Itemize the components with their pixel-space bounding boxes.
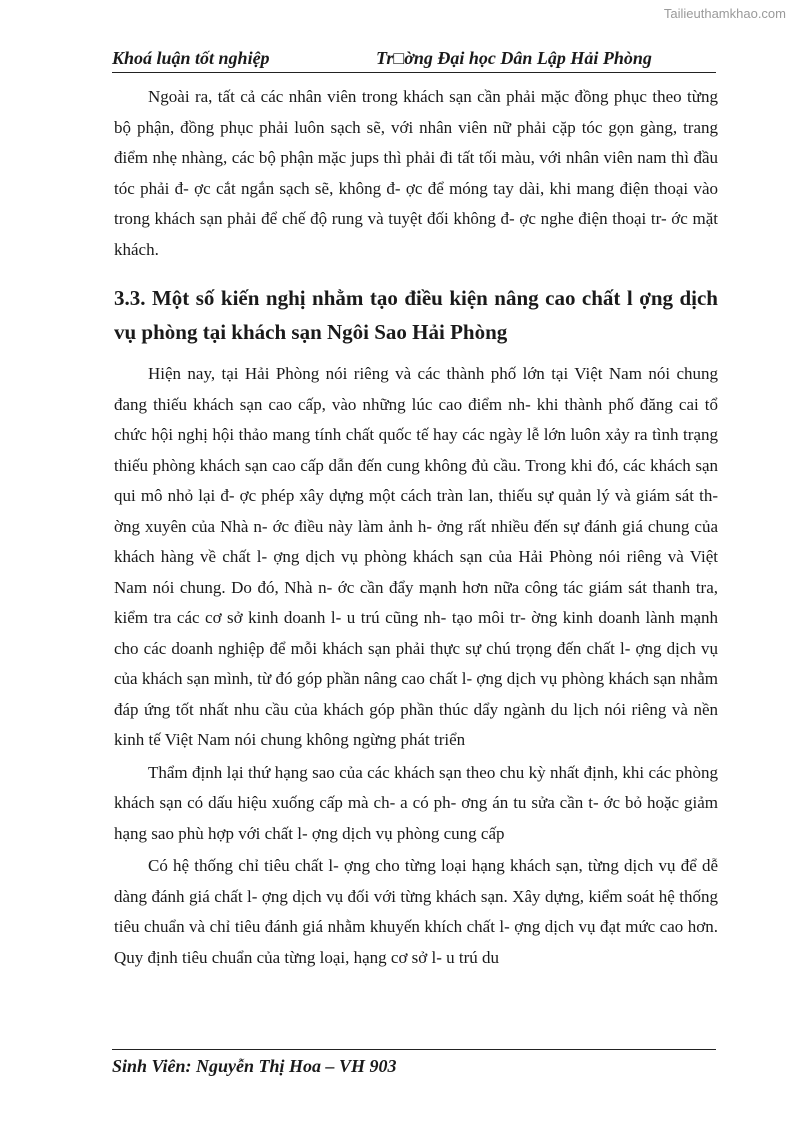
page-header	[112, 46, 716, 73]
paragraph-uniform: Ngoài ra, tất cả các nhân viên trong khách sạn cần phải mặc đồng phục theo từng bộ phận, đồng phục phải luôn sạch sẽ, với nhân viên nữ phải cặp tóc gọn gàng, trang điểm nhẹ nhàng, các bộ phận mặc jups thì phải đi tất tối màu, với nhân viên nam thì đầu tóc phải đ- ợc cắt ngắn sạch sẽ, không đ- ợc để móng tay dài, khi mang điện thoại vào trong khách sạn phải để chế độ rung và tuyệt đối không đ- ợc nghe điện thoại tr- ớc mặt khách.	[114, 87, 718, 259]
paragraph-current-state: Hiện nay, tại Hải Phòng nói riêng và các thành phố lớn tại Việt Nam nói chung đang thiếu khách sạn cao cấp, vào những lúc cao điểm nh- khi thành phố đăng cai tổ chức hội nghị hội thảo mang tính chất quốc tế hay các ngày lễ lớn luôn xảy ra tình trạng thiếu phòng khách sạn cao cấp dẫn đến cung không đủ cầu. Trong khi đó, các khách sạn qui mô nhỏ lại đ- ợc phép xây dựng một cách tràn lan, thiếu sự quản lý và giám sát th- ờng xuyên của Nhà n- ớc điều này làm ảnh h- ởng rất nhiều đến sự đánh giá chung của khách hàng về chất l- ợng dịch vụ phòng khách sạn của Hải Phòng nói riêng và Việt Nam nói chung. Do đó, Nhà n- ớc cần đẩy mạnh hơn nữa công tác giám sát thanh tra, kiểm tra các cơ sở kinh doanh l- u trú cũng nh- tạo môi tr- ờng kinh doanh lành mạnh cho các doanh nghiệp để mỗi khách sạn phải thực sự chú trọng đến chất l- ợng dịch vụ của khách sạn mình, từ đó góp phần nâng cao chất l- ợng dịch vụ phòng khách sạn nhằm đáp ứng tốt nhất nhu cầu của khách góp phần thúc dẩy ngành du lịch nói riêng và nền kinh tế Việt Nam nói chung không ngừng phát triển	[114, 364, 718, 749]
page-footer: Sinh Viên: Nguyễn Thị Hoa – VH 903	[112, 1056, 397, 1076]
footer-divider	[112, 1049, 716, 1050]
paragraph-star-rating: Thẩm định lại thứ hạng sao của các khách sạn theo chu kỳ nhất định, khi các phòng khách sạn có dấu hiệu xuống cấp mà ch- a có ph- ơng án tu sửa cần t- ớc bỏ hoặc giảm hạng sao phù hợp với chất l- ợng dịch vụ phòng cung cấp	[114, 762, 718, 843]
section-heading: 3.3. Một số kiến nghị nhằm tạo điều kiện nâng cao chất l ợng dịch vụ phòng tại khách sạn Ngôi Sao Hải Phòng	[114, 286, 718, 344]
header-university: Tr□ờng Đại học Dân Lập Hải Phòng	[376, 48, 652, 68]
paragraph-quality-indicators: Có hệ thống chỉ tiêu chất l- ợng cho từng loại hạng khách sạn, từng dịch vụ để dễ dàng đánh giá chất l- ợng dịch vụ đối với từng khách sạn. Xây dựng, kiểm soát hệ thống tiêu chuẩn và chỉ tiêu đánh giá nhằm khuyến khích chất l- ợng dịch vụ đạt mức cao hơn. Quy định tiêu chuẩn của từng loại, hạng cơ sở l- u trú du	[114, 856, 718, 967]
header-thesis-title: Khoá luận tốt nghiệp	[112, 48, 270, 68]
watermark-text: Tailieuthamkhao.com	[663, 6, 786, 21]
page-body	[114, 82, 718, 973]
